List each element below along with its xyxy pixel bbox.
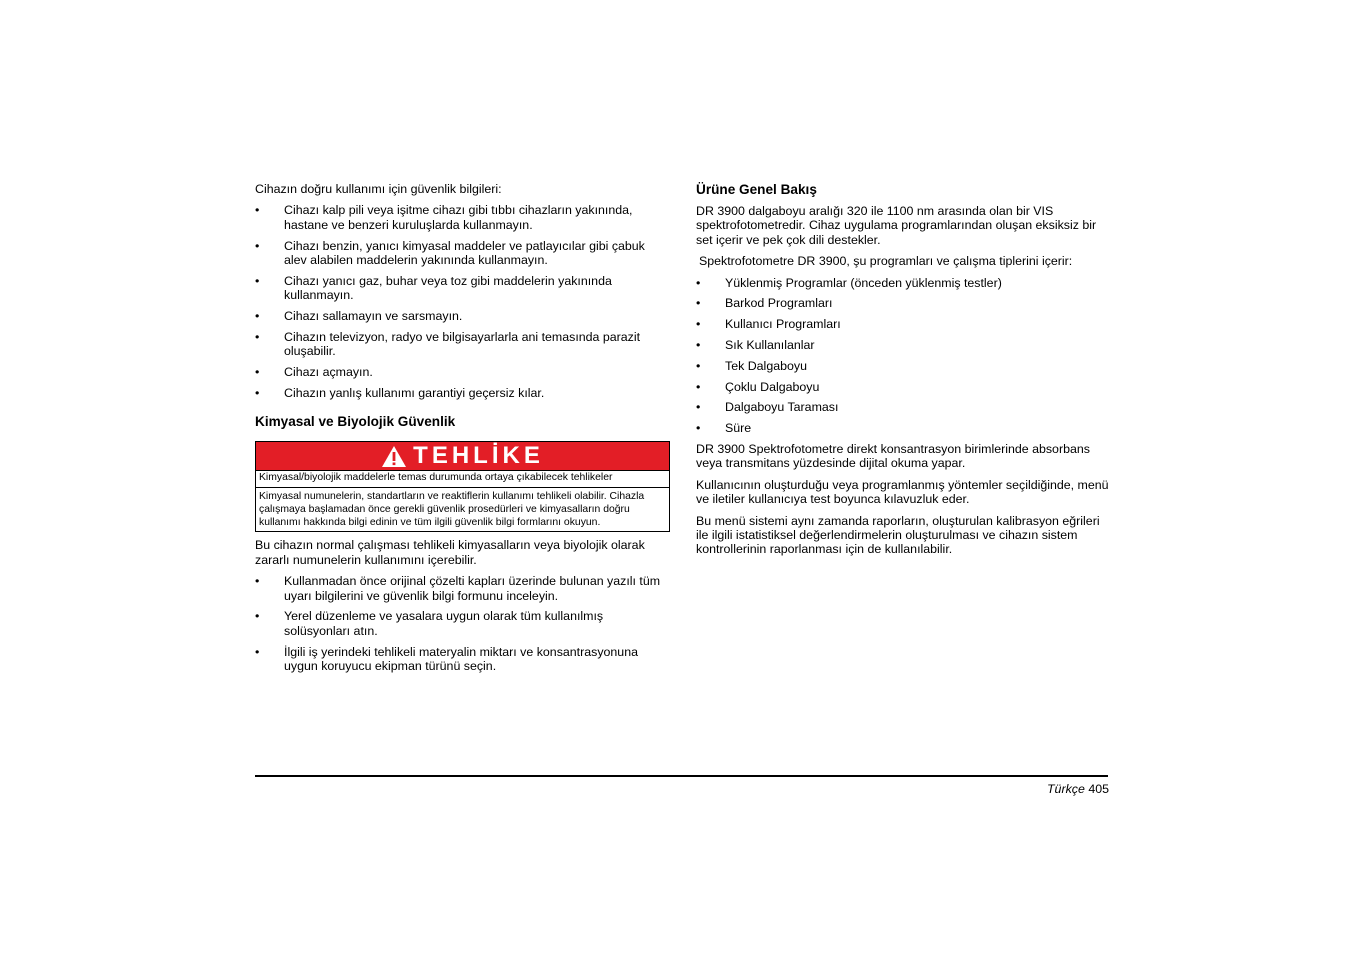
page-number: 405 (1088, 782, 1109, 796)
danger-text: Kimyasal numunelerin, standartların ve reaktiflerin kullanımı tehlikeli olabilir. Cihazla çalışmaya başlamadan önce gerekli güvenlik prosedürleri ve kimyasalların doğru kullanımı hakkında bilgi edinin ve tüm ilgili güvenlik bilgi formlarını okuyun. (259, 491, 645, 528)
footer-divider (255, 775, 1108, 777)
section-title-overview: Ürüne Genel Bakış (696, 182, 817, 197)
list-item: • Cihazın televizyon, radyo ve bilgisayarlarla ani temasında parazit oluşabilir. (255, 330, 670, 359)
program-list (696, 276, 1110, 436)
page-footer (1047, 782, 1109, 796)
overview-paragraph-4: Kullanıcının oluşturduğu veya programlanmış yöntemler seçildiğinde, menü ve iletiler kullanıcıya test boyunca kılavuzluk eder. (696, 477, 1109, 507)
list-item: • Cihazın yanlış kullanımı garantiyi geçersiz kılar. (255, 386, 670, 400)
list-item: • Barkod Programları (696, 296, 1110, 310)
overview-paragraph-3: DR 3900 Spektrofotometre direkt konsantrasyon birimlerinde absorbans veya transmitans yüzdesinde dijital okuma yapar. (696, 442, 1090, 471)
left-column (255, 182, 670, 680)
footer-language: Türkçe (1046, 782, 1085, 796)
safety-list (255, 203, 670, 400)
list-item: • Cihazı benzin, yanıcı kimyasal maddeler ve patlayıcılar gibi çabuk alev alabilen maddelerin yakınında kullanmayın. (255, 239, 670, 268)
overview-paragraph-2: Spektrofotometre DR 3900, şu programları ve çalışma tiplerini içerir: (699, 254, 1073, 269)
list-item: • Dalgaboyu Taraması (696, 400, 1110, 414)
chemical-list (255, 574, 670, 673)
list-item: • Kullanmadan önce orijinal çözelti kapları üzerinde bulunan yazılı tüm uyarı bilgilerini ve güvenlik bilgi formunu inceleyin. (255, 574, 670, 603)
list-item: • Yüklenmiş Programlar (önceden yüklenmiş testler) (696, 276, 1110, 290)
list-item: • Kullanıcı Programları (696, 317, 1110, 331)
list-item: • Cihazı yanıcı gaz, buhar veya toz gibi maddelerin yakınında kullanmayın. (255, 274, 670, 303)
overview-paragraph-5: Bu menü sistemi aynı zamanda raporların, oluşturulan kalibrasyon eğrileri ile ilgili istatistiksel değerlendirmelerin oluşturulması ve cihazın sistem kontrollerinin raporlanması için de kullanılabilir. (696, 513, 1100, 557)
section-title-chemical: Kimyasal ve Biyolojik Güvenlik (255, 414, 456, 430)
danger-hazard: Kimyasal/biyolojik maddelerle temas durumunda ortaya çıkabilecek tehlikeler (256, 472, 669, 488)
list-item: • Tek Dalgaboyu (696, 359, 1110, 373)
list-item: • Cihazı açmayın. (255, 365, 670, 379)
list-item: • Çoklu Dalgaboyu (696, 380, 1110, 394)
right-column (696, 182, 1110, 564)
list-item: • Yerel düzenleme ve yasalara uygun olarak tüm kullanılmış solüsyonları atın. (255, 609, 670, 638)
chemical-paragraph: Bu cihazın normal çalışması tehlikeli kimyasalların veya biyolojik olarak zararlı numunelerin kullanımını içerebilir. (255, 538, 645, 567)
list-item: • Sık Kullanılanlar (696, 338, 1110, 352)
list-item: • Cihazı kalp pili veya işitme cihazı gibi tıbbı cihazların yakınında, hastane ve benzeri kuruluşlarda kullanmayın. (255, 203, 670, 232)
danger-body (256, 471, 669, 531)
danger-header (256, 442, 669, 471)
danger-title: TEHLİKE (413, 442, 544, 470)
list-item: • İlgili iş yerindeki tehlikeli materyalin miktarı ve konsantrasyonuna uygun koruyucu ekipman türünü seçin. (255, 645, 670, 674)
list-item: • Süre (696, 421, 1110, 435)
overview-paragraph-1: DR 3900 dalgaboyu aralığı 320 ile 1100 nm arasında olan bir VIS spektrofotometredir. Cihaz uygulama programlarından oluşan eksiksiz bir set içerir ve pek çok dili destekler. (696, 204, 1097, 247)
warning-triangle-icon (381, 445, 407, 468)
safety-intro: Cihazın doğru kullanımı için güvenlik bilgileri: (255, 182, 502, 196)
danger-box (255, 441, 670, 532)
list-item: • Cihazı sallamayın ve sarsmayın. (255, 309, 670, 323)
